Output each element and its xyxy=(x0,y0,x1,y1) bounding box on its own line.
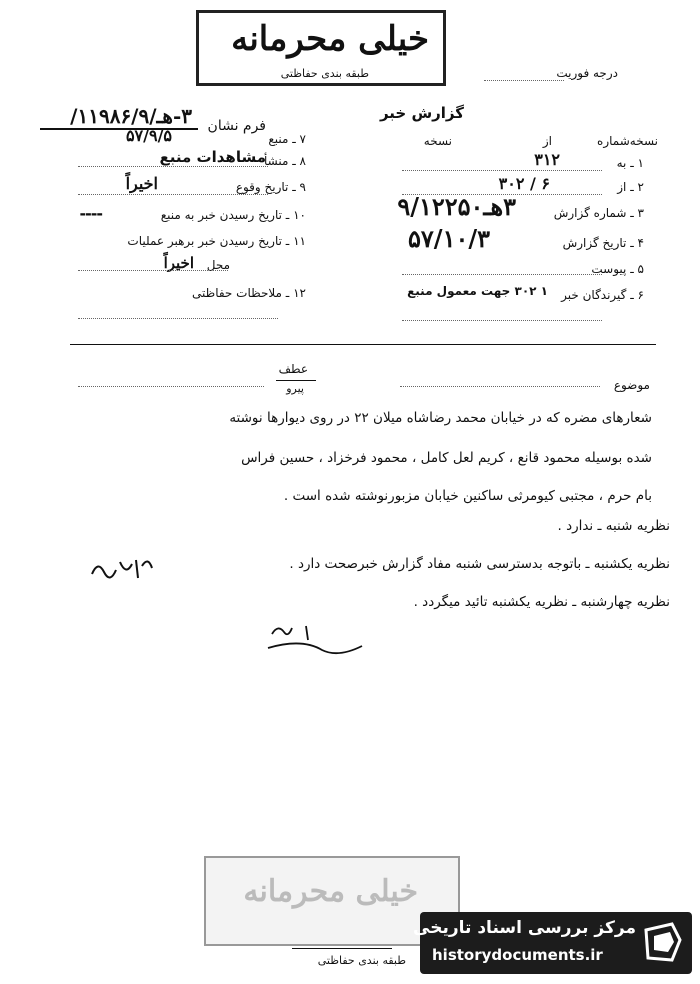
field-10-value: ---- xyxy=(79,204,102,223)
field-11-label: ۱۱ ـ تاریخ رسیدن خبر برهبر عملیات xyxy=(127,234,306,248)
subject-ref-top: عطف xyxy=(278,362,308,376)
field-3-label: ۳ ـ شماره گزارش xyxy=(553,206,644,220)
field-2-label: ۲ ـ از xyxy=(617,180,644,194)
priority-label: درجه فوریت xyxy=(556,66,618,80)
subject-ref-divider xyxy=(276,380,316,381)
field-5-line xyxy=(402,274,602,275)
margin-handwritten-note xyxy=(86,552,156,586)
field-7-label: ۷ ـ منبع xyxy=(268,132,306,146)
subject-line xyxy=(400,386,600,387)
subject-label: موضوع xyxy=(613,378,650,392)
field-2-value: ۳۰۲ / ۶ xyxy=(498,174,550,193)
field-9-value: اخیراً xyxy=(125,174,158,193)
top-stamp-subtitle: طبقه بندی حفاظتی xyxy=(280,67,369,80)
field-4-value: ۵۷/۱۰/۳ xyxy=(408,224,490,253)
opinion-saturday: نظریه شنبه ـ ندارد . xyxy=(557,518,670,534)
field-6-label: ۶ ـ گیرندگان خبر xyxy=(561,288,644,302)
body-line-3: بام حرم ، مجتبی کیومرثی ساکنین خیابان مزبورنوشته شده است . xyxy=(283,488,652,504)
field-6-line xyxy=(402,320,602,321)
field-8-value: مشاهدات منبع xyxy=(159,148,266,166)
opinion-wednesday: نظریه چهارشنبه ـ نظریه یکشنبه تائید میگردد . xyxy=(413,594,670,610)
top-classification-stamp xyxy=(196,10,446,86)
form-label: فرم نشان xyxy=(207,118,266,134)
field-7-value: ۵۷/۹/۵ xyxy=(125,126,172,145)
field-5-label: ۵ ـ پیوست xyxy=(591,262,644,276)
watermark-org: مرکز بررسی اسناد تاریخی xyxy=(413,918,636,938)
field-10-label: ۱۰ ـ تاریخ رسیدن خبر به منبع xyxy=(160,208,306,222)
field-1-line xyxy=(402,170,602,171)
subject-ref-bottom: پیرو xyxy=(286,382,304,395)
subject-ref-line xyxy=(78,386,264,387)
body-line-2: شده بوسیله محمود قانع ، کریم لعل کامل ، محمود فرخزاد ، حسین فراس xyxy=(241,450,652,466)
opinion-sunday: نظریه یکشنبه ـ باتوجه بدسترسی شنبه مفاد گزارش خبرصحت دارد . xyxy=(289,556,670,572)
field-copy-of: از xyxy=(542,134,552,148)
field-8-label: ۸ ـ منشأ xyxy=(263,154,306,168)
field-1-value: ۳۱۲ xyxy=(534,150,560,169)
field-9-line xyxy=(78,194,268,195)
watermark xyxy=(413,912,692,974)
form-number: ۳-هـ/۱۱۹۸۶/۹/ xyxy=(70,104,192,128)
bottom-stamp-underline xyxy=(292,948,392,949)
field-12-label: ۱۲ ـ ملاحظات حفاظتی xyxy=(192,286,306,300)
top-stamp-text: خیلی محرمانه xyxy=(231,19,429,59)
watermark-url: historydocuments.ir xyxy=(432,946,603,964)
section-divider xyxy=(70,344,656,345)
field-9-label: ۹ ـ تاریخ وقوع xyxy=(235,180,306,194)
watermark-logo-icon xyxy=(642,920,684,966)
form-number-underline xyxy=(40,128,198,130)
field-8-line xyxy=(78,166,268,167)
bottom-stamp-subtitle: طبقه بندی حفاظتی xyxy=(317,954,406,967)
field-12-line xyxy=(78,318,278,319)
field-place-label: محل xyxy=(206,258,230,272)
field-copy-end: نسخه xyxy=(423,134,452,148)
priority-line xyxy=(484,80,564,81)
body-line-1: شعارهای مضره که در خیابان محمد رضاشاه میلان ۲۲ در روی دیوارها نوشته xyxy=(229,410,652,426)
signature xyxy=(262,618,368,662)
field-3-value: ۳هـ۹/۱۲۲۵۰ xyxy=(397,192,516,221)
field-place-value: اخیراً xyxy=(163,254,194,272)
field-11-line xyxy=(78,270,228,271)
field-6-value: ۱ ۳۰۲ جهت معمول منبع xyxy=(407,284,548,298)
field-4-label: ۴ ـ تاریخ گزارش xyxy=(562,236,644,250)
document-title: گزارش خبر xyxy=(379,104,464,122)
field-1-label: ۱ ـ به xyxy=(616,156,644,170)
bottom-stamp-text: خیلی محرمانه xyxy=(243,874,418,909)
field-copy-number: نسخه‌شماره xyxy=(597,134,658,148)
